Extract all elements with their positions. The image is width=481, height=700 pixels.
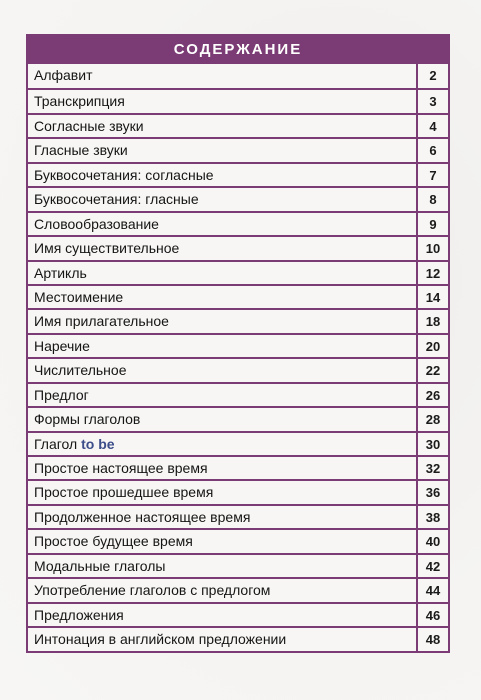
- toc-row[interactable]: [28, 308, 448, 332]
- toc-entry-title-text: Простое прошедшее время: [34, 484, 214, 501]
- toc-entry-title: [28, 628, 416, 650]
- toc-row[interactable]: [28, 602, 448, 626]
- toc-entry-title: [28, 481, 416, 503]
- toc-entry-title-text: Употребление глаголов с предлогом: [34, 582, 271, 599]
- toc-entry-page-number: 8: [416, 188, 448, 210]
- toc-entry-title: [28, 64, 416, 88]
- toc-entry-title-text: Буквосочетания: согласные: [34, 166, 214, 183]
- toc-entry-title-text: Транскрипция: [34, 93, 125, 110]
- toc-row[interactable]: [28, 333, 448, 357]
- toc-entry-title: [28, 237, 416, 259]
- toc-entry-title-accent: to be: [81, 435, 115, 452]
- toc-row[interactable]: [28, 284, 448, 308]
- toc-entry-page-number: 7: [416, 164, 448, 186]
- toc-entry-page-number: 30: [416, 433, 448, 455]
- toc-entry-title: [28, 433, 416, 455]
- toc-entry-title: [28, 335, 416, 357]
- toc-entry-title: [28, 506, 416, 528]
- toc-entry-page-number: 6: [416, 139, 448, 161]
- toc-row[interactable]: [28, 406, 448, 430]
- toc-entry-title: [28, 579, 416, 601]
- toc-row[interactable]: [28, 137, 448, 161]
- toc-entry-title: [28, 555, 416, 577]
- toc-entry-page-number: 9: [416, 213, 448, 235]
- toc-entry-title-text: Гласные звуки: [34, 142, 128, 159]
- toc-entry-title: [28, 139, 416, 161]
- toc-entry-page-number: 3: [416, 90, 448, 112]
- toc-entry-page-number: 36: [416, 481, 448, 503]
- toc-entry-title-text: Алфавит: [34, 67, 93, 83]
- toc-entry-page-number: 4: [416, 115, 448, 137]
- toc-row[interactable]: [28, 88, 448, 112]
- toc-entry-title: [28, 115, 416, 137]
- toc-entry-title: [28, 359, 416, 381]
- toc-entry-page-number: 44: [416, 579, 448, 601]
- toc-entry-page-number: 46: [416, 604, 448, 626]
- toc-row[interactable]: [28, 64, 448, 88]
- toc-entry-title: [28, 188, 416, 210]
- toc-entry-title: [28, 213, 416, 235]
- toc-row[interactable]: [28, 626, 448, 650]
- toc-entry-title: [28, 262, 416, 284]
- toc-entry-title-text: Имя существительное: [34, 240, 180, 257]
- toc-entry-page-number: 12: [416, 262, 448, 284]
- toc-entry-title: [28, 604, 416, 626]
- toc-row[interactable]: [28, 235, 448, 259]
- toc-entry-page-number: 48: [416, 628, 448, 650]
- toc-entry-title-text: Имя прилагательное: [34, 313, 169, 330]
- toc-row[interactable]: [28, 113, 448, 137]
- toc-entry-title-text: Простое будущее время: [34, 533, 193, 550]
- toc-entry-title-text: Местоимение: [34, 288, 124, 305]
- toc-row[interactable]: [28, 577, 448, 601]
- toc-header: СОДЕРЖАНИЕ: [28, 36, 448, 64]
- toc-row[interactable]: [28, 162, 448, 186]
- toc-entry-page-number: 32: [416, 457, 448, 479]
- toc-entry-title: [28, 457, 416, 479]
- toc-entry-title-text: Буквосочетания: гласные: [34, 191, 199, 208]
- toc-entry-title: [28, 384, 416, 406]
- toc-row[interactable]: [28, 431, 448, 455]
- toc-row[interactable]: [28, 479, 448, 503]
- toc-rows: [28, 64, 448, 651]
- toc-entry-title-text: Согласные звуки: [34, 117, 144, 134]
- toc-entry-title-text: Глагол: [34, 435, 78, 452]
- toc-entry-title: [28, 164, 416, 186]
- toc-entry-title: [28, 530, 416, 552]
- toc-entry-page-number: 14: [416, 286, 448, 308]
- toc-entry-title: [28, 90, 416, 112]
- toc-entry-title: [28, 408, 416, 430]
- toc-entry-page-number: 2: [416, 64, 448, 88]
- toc-row[interactable]: [28, 186, 448, 210]
- toc-entry-title-text: Числительное: [34, 362, 127, 379]
- toc-entry-title: [28, 310, 416, 332]
- toc-entry-title-text: Простое настоящее время: [34, 460, 208, 476]
- toc-entry-page-number: 42: [416, 555, 448, 577]
- toc-entry-title-text: Предложения: [34, 606, 124, 623]
- toc-entry-page-number: 38: [416, 506, 448, 528]
- toc-entry-title-text: Словообразование: [34, 215, 159, 232]
- toc-entry-title-text: Предлог: [34, 386, 89, 403]
- toc-row[interactable]: [28, 357, 448, 381]
- toc-entry-title-text: Формы глаголов: [34, 411, 141, 428]
- toc-entry-title-text: Продолженное настоящее время: [34, 508, 251, 525]
- toc-row[interactable]: [28, 260, 448, 284]
- toc-entry-title-text: Интонация в английском предложении: [34, 631, 287, 648]
- toc-entry-title-text: Модальные глаголы: [34, 557, 166, 574]
- toc-row[interactable]: [28, 382, 448, 406]
- toc-entry-page-number: 28: [416, 408, 448, 430]
- toc-entry-page-number: 22: [416, 359, 448, 381]
- toc-row[interactable]: [28, 211, 448, 235]
- toc-entry-page-number: 18: [416, 310, 448, 332]
- toc-entry-page-number: 10: [416, 237, 448, 259]
- table-of-contents: [26, 34, 450, 653]
- toc-entry-title: [28, 286, 416, 308]
- toc-entry-title-text: Наречие: [34, 337, 90, 354]
- toc-entry-page-number: 40: [416, 530, 448, 552]
- toc-entry-page-number: 20: [416, 335, 448, 357]
- toc-entry-page-number: 26: [416, 384, 448, 406]
- toc-row[interactable]: [28, 455, 448, 479]
- toc-row[interactable]: [28, 528, 448, 552]
- toc-entry-title-text: Артикль: [34, 264, 87, 281]
- toc-row[interactable]: [28, 553, 448, 577]
- toc-row[interactable]: [28, 504, 448, 528]
